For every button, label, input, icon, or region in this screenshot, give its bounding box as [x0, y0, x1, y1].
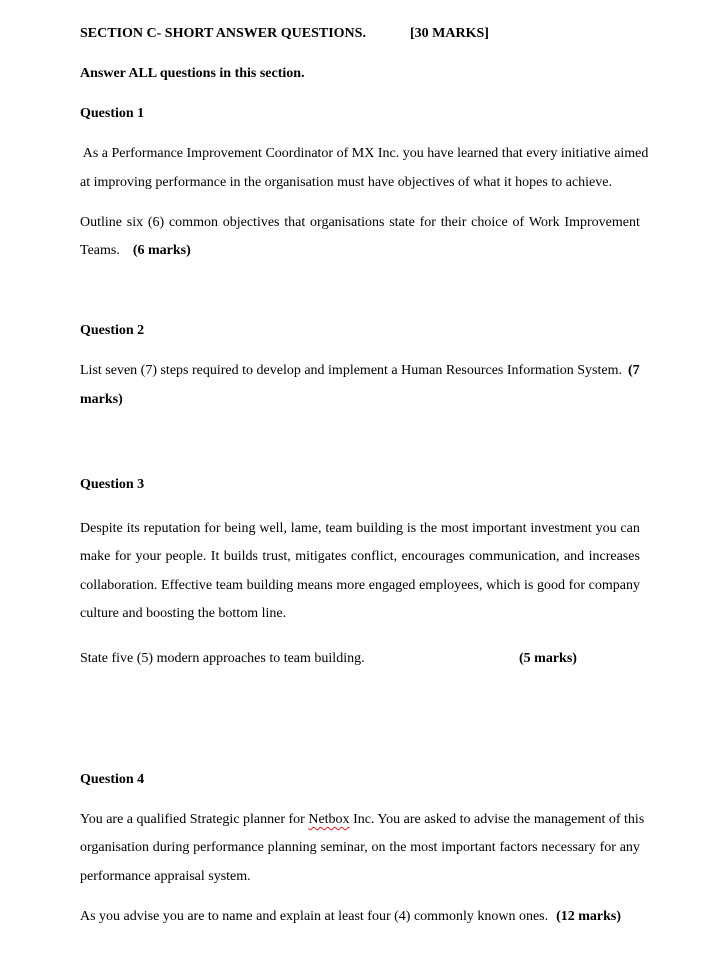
word-group: team [215, 578, 243, 593]
word-group: is [406, 521, 417, 536]
word-group: conflict, [350, 549, 398, 564]
q4-text-a: You are a qualified Strategic planner for [80, 812, 309, 827]
word-group: team [325, 521, 353, 536]
word-group: Despite [80, 521, 123, 536]
justified-line [80, 577, 640, 595]
word-group: people. [165, 549, 207, 564]
q2-marks-start [628, 362, 640, 380]
word-group: performance [193, 840, 264, 855]
word-group: most [440, 521, 469, 536]
word-group: Improvement [564, 215, 640, 230]
word-group: common [168, 215, 218, 230]
word-group: that [284, 215, 306, 230]
word-group: Outline [80, 215, 122, 230]
word-group: can [620, 521, 640, 536]
word-group: reputation [143, 521, 201, 536]
word-group: on [371, 840, 386, 855]
word-group: (6) [147, 215, 165, 230]
word-group: It [210, 549, 220, 564]
word-group: their [440, 215, 467, 230]
q1-task-end: Teams. [80, 243, 120, 258]
word-group: which [486, 578, 521, 593]
q2-task: List seven (7) steps required to develop and implement a Human Resources Information System. [80, 363, 622, 378]
word-group: choice [471, 215, 508, 230]
word-group: being [224, 521, 256, 536]
justified-line [80, 520, 640, 538]
word-group: any [619, 840, 640, 855]
word-group: collaboration. [80, 578, 158, 593]
word-group: seminar, [320, 840, 368, 855]
q4-task-line [80, 908, 621, 926]
word-group: Work [528, 215, 560, 230]
question-1-heading: Question 1 [80, 106, 145, 121]
word-group: increases [588, 549, 640, 564]
word-group: organisations [310, 215, 385, 230]
word-group: means [296, 578, 333, 593]
word-group: for [568, 578, 585, 593]
q4-paragraph-line [80, 839, 640, 857]
q2-task-line [80, 362, 622, 380]
q1-task-line-2 [80, 242, 191, 260]
question-4-heading: Question 4 [80, 772, 145, 787]
word-group: for [114, 549, 132, 564]
question-1-heading-line [80, 105, 144, 123]
word-group: necessary [541, 840, 596, 855]
word-group: trust, [262, 549, 291, 564]
word-group: you [595, 521, 617, 536]
q4-text-c: Inc. You are asked to advise the management of this [349, 812, 645, 827]
q3-paragraph-line [80, 577, 640, 595]
word-group: engaged [368, 578, 416, 593]
word-group: is [524, 578, 534, 593]
word-group: lame, [290, 521, 322, 536]
q3-task-line: State five (5) modern approaches to team building. [80, 651, 365, 666]
q1-marks: (6 marks) [132, 243, 191, 258]
q4-paragraph-line [80, 811, 644, 829]
q1-paragraph-line: As a Performance Improvement Coordinator of MX Inc. you have learned that every initiative aimed [80, 146, 649, 161]
word-group: its [126, 521, 140, 536]
question-4-heading-line [80, 771, 144, 789]
justified-line [80, 839, 640, 857]
section-marks: [30 MARKS] [410, 26, 489, 41]
q3-marks: (5 marks) [519, 651, 577, 666]
word-group: important [441, 840, 496, 855]
word-group: building [356, 521, 404, 536]
q2-marks-line [80, 391, 123, 409]
word-group: more [336, 578, 366, 593]
spellcheck-word-netbox: Netbox [308, 812, 350, 827]
q2-marks-b: marks) [80, 392, 123, 407]
q1-task-line [80, 214, 640, 232]
word-group: state [389, 215, 415, 230]
word-group: six [126, 215, 144, 230]
question-3-heading-line [80, 476, 144, 494]
word-group: investment [530, 521, 592, 536]
word-group: organisation [80, 840, 149, 855]
word-group: and [563, 549, 585, 564]
q3-paragraph-line [80, 548, 640, 566]
section-marks-line [410, 25, 489, 43]
word-group: most [410, 840, 438, 855]
question-3-heading: Question 3 [80, 477, 145, 492]
word-group: communication, [468, 549, 560, 564]
q3-paragraph-line: culture and boosting the bottom line. [80, 606, 287, 621]
question-2-heading: Question 2 [80, 323, 145, 338]
word-group: building [246, 578, 294, 593]
section-title: SECTION C- SHORT ANSWER QUESTIONS. [80, 26, 366, 41]
q4-paragraph-line: performance appraisal system. [80, 869, 251, 884]
word-group: builds [223, 549, 258, 564]
word-group: the [420, 521, 438, 536]
word-group: well, [259, 521, 287, 536]
word-group: the [389, 840, 407, 855]
section-header [80, 25, 366, 43]
q3-marks-line [519, 650, 577, 668]
section-instruction: Answer ALL questions in this section. [80, 66, 305, 81]
word-group: for [204, 521, 221, 536]
word-group: during [152, 840, 190, 855]
justified-line [80, 548, 640, 566]
word-group: important [472, 521, 527, 536]
word-group: your [135, 549, 162, 564]
word-group: mitigates [295, 549, 347, 564]
q2-marks-a: (7 [628, 363, 640, 378]
word-group: for [599, 840, 616, 855]
q4-task: As you advise you are to name and explain at least four (4) commonly known ones. [80, 909, 549, 924]
word-group: of [512, 215, 525, 230]
word-group: Effective [161, 578, 213, 593]
word-group: objectives [222, 215, 280, 230]
word-group: encourages [401, 549, 465, 564]
q1-paragraph-line: at improving performance in the organisation must have objectives of what it hopes to achieve. [80, 175, 612, 190]
word-group: for [419, 215, 436, 230]
section-instruction-line [80, 65, 305, 83]
word-group: factors [499, 840, 538, 855]
word-group: employees, [419, 578, 483, 593]
justified-line [80, 214, 640, 232]
word-group: make [80, 549, 111, 564]
word-group: planning [267, 840, 317, 855]
word-group: good [537, 578, 565, 593]
q3-paragraph-line [80, 520, 640, 538]
word-group: company [588, 578, 640, 593]
q4-marks: (12 marks) [556, 909, 622, 924]
question-2-heading-line [80, 322, 144, 340]
